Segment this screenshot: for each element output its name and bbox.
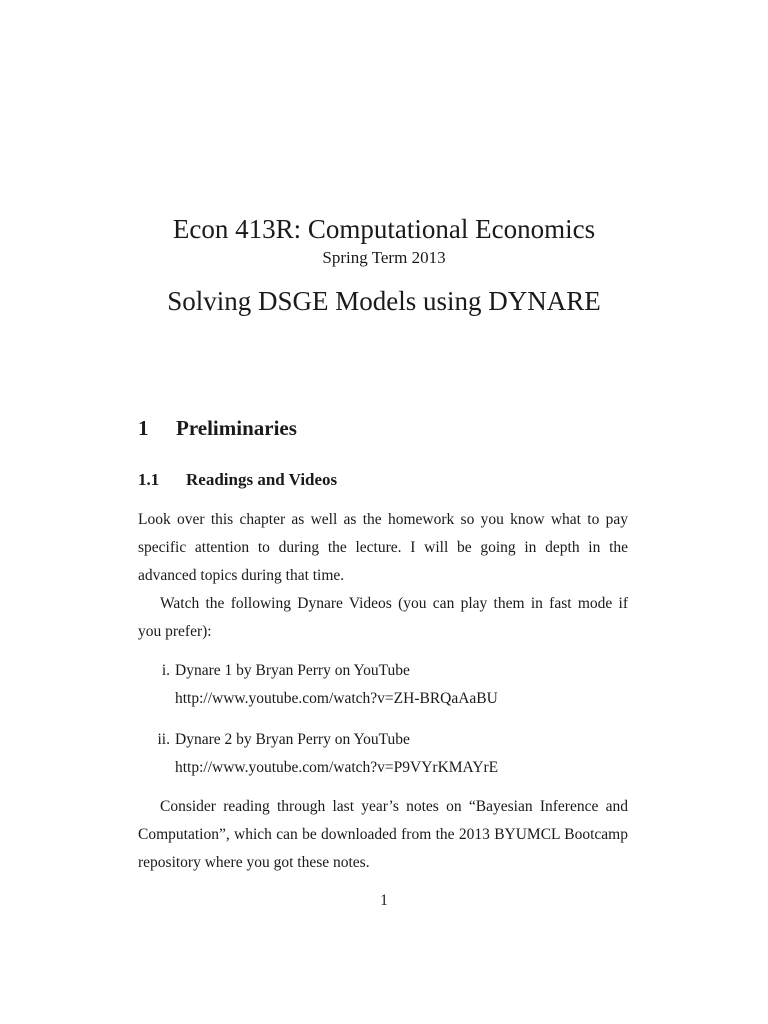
subsection-heading	[138, 469, 337, 491]
paragraph-line: Watch the following Dynare Videos (you can play them in fast mode if	[160, 595, 628, 612]
video-url: http://www.youtube.com/watch?v=ZH-BRQaAaBU	[175, 690, 498, 707]
subsection-number: 1.1	[138, 470, 160, 489]
page-number: 1	[380, 892, 388, 909]
paragraph-bayesian-notes	[138, 793, 628, 877]
section-heading	[138, 414, 297, 442]
paragraph-line: Consider reading through last year’s notes on “Bayesian Inference and	[160, 798, 628, 815]
paragraph-readings	[138, 506, 628, 590]
list-marker: ii.	[157, 731, 170, 748]
document-subtitle: Solving DSGE Models using DYNARE	[167, 286, 601, 316]
document-title: Econ 413R: Computational Economics	[172, 214, 596, 244]
video-url: http://www.youtube.com/watch?v=P9VYrKMAYrE	[175, 759, 499, 776]
paragraph-line: repository where you got these notes.	[138, 854, 370, 871]
paragraph-line: specific attention to during the lecture. I will be going in depth in the	[138, 539, 628, 556]
list-marker: i.	[161, 662, 170, 679]
section-number: 1	[138, 416, 149, 440]
paragraph-videos-intro	[138, 590, 628, 646]
paragraph-line: you prefer):	[138, 623, 212, 640]
section-title: Preliminaries	[176, 416, 297, 440]
video-title: Dynare 2 by Bryan Perry on YouTube	[175, 731, 410, 748]
paragraph-line: advanced topics during that time.	[138, 567, 345, 584]
video-title: Dynare 1 by Bryan Perry on YouTube	[175, 662, 410, 679]
subsection-title: Readings and Videos	[186, 470, 338, 489]
document-term: Spring Term 2013	[322, 248, 446, 267]
paragraph-line: Computation”, which can be downloaded from the 2013 BYUMCL Bootcamp	[138, 826, 628, 843]
paragraph-line: Look over this chapter as well as the homework so you know what to pay	[138, 511, 628, 528]
